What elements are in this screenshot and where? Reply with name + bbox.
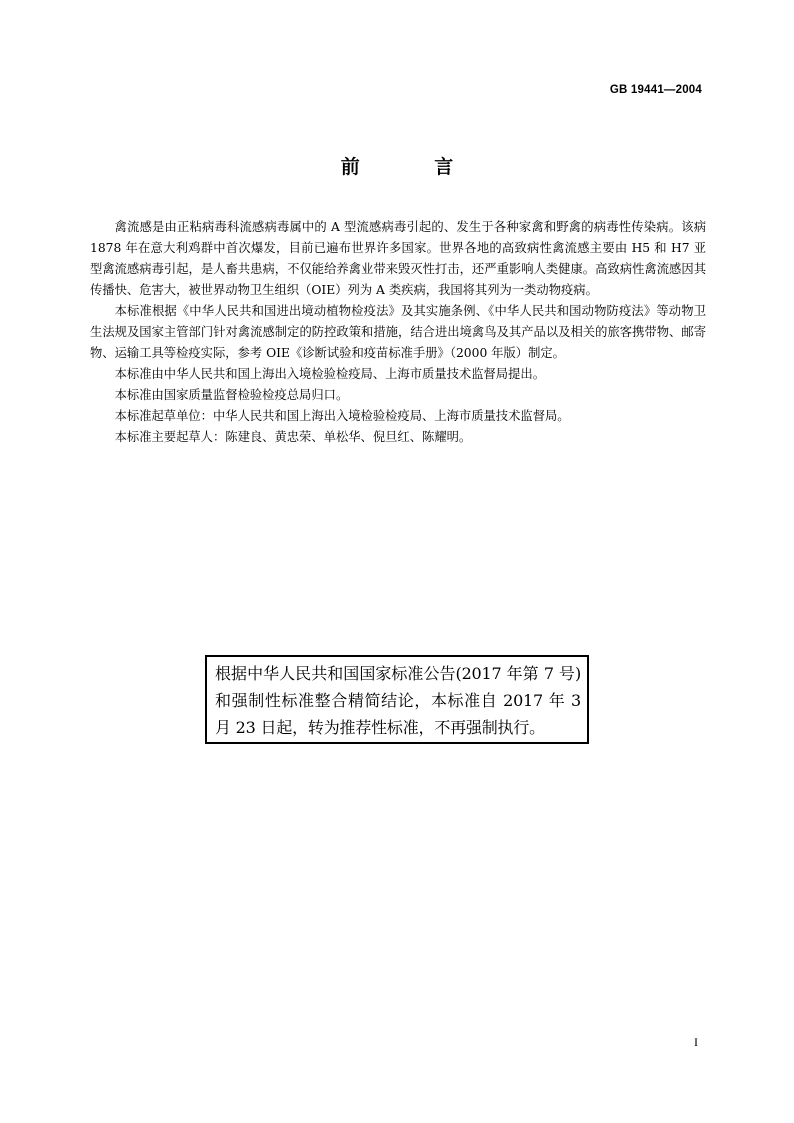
paragraph-drafters: 本标准主要起草人：陈建良、黄忠荣、单松华、倪旦红、陈耀明。 <box>114 430 472 444</box>
paragraph-intro: 禽流感是由正粘病毒科流感病毒属中的 A 型流感病毒引起的、发生于各种家禽和野禽的病毒性传染病。该病 1878 年在意大利鸡群中首次爆发，目前已遍布世界许多国家。世界各地的高致病性禽流感主要由 H5 和 H7 亚型禽流感病毒引起，是人畜共患病，不仅能给养禽业带来毁灭性打击，还严重影响人类健康。高致病性禽流感因其传播快、危害大，被世界动物卫生组织（OIE）列为 A 类疾病，我国将其列为一类动物疫病。 <box>90 220 706 297</box>
paragraph-administrator: 本标准由国家质量监督检验检疫总局归口。 <box>114 388 349 402</box>
status-notice-box: 根据中华人民共和国国家标准公告(2017 年第 7 号)和强制性标准整合精简结论，本标准自 2017 年 3 月 23 日起，转为推荐性标准，不再强制执行。 <box>205 655 589 744</box>
standard-code: GB 19441—2004 <box>609 84 702 96</box>
paragraph-basis: 本标准根据《中华人民共和国进出境动植物检疫法》及其实施条例、《中华人民共和国动物防疫法》等动物卫生法规及国家主管部门针对禽流感制定的防控政策和措施，结合进出境禽鸟及其产品以及相关的旅客携带物、邮寄物、运输工具等检疫实际，参考 OIE《诊断试验和疫苗标准手册》（2000 年版）制定。 <box>90 304 706 360</box>
paragraph-proposer: 本标准由中华人民共和国上海出入境检验检疫局、上海市质量技术监督局提出。 <box>114 367 545 381</box>
foreword-body <box>90 217 706 448</box>
paragraph-drafting-units: 本标准起草单位：中华人民共和国上海出入境检验检疫局、上海市质量技术监督局。 <box>114 409 570 423</box>
section-title: 前 言 <box>340 156 488 178</box>
page-number: I <box>694 1035 698 1049</box>
